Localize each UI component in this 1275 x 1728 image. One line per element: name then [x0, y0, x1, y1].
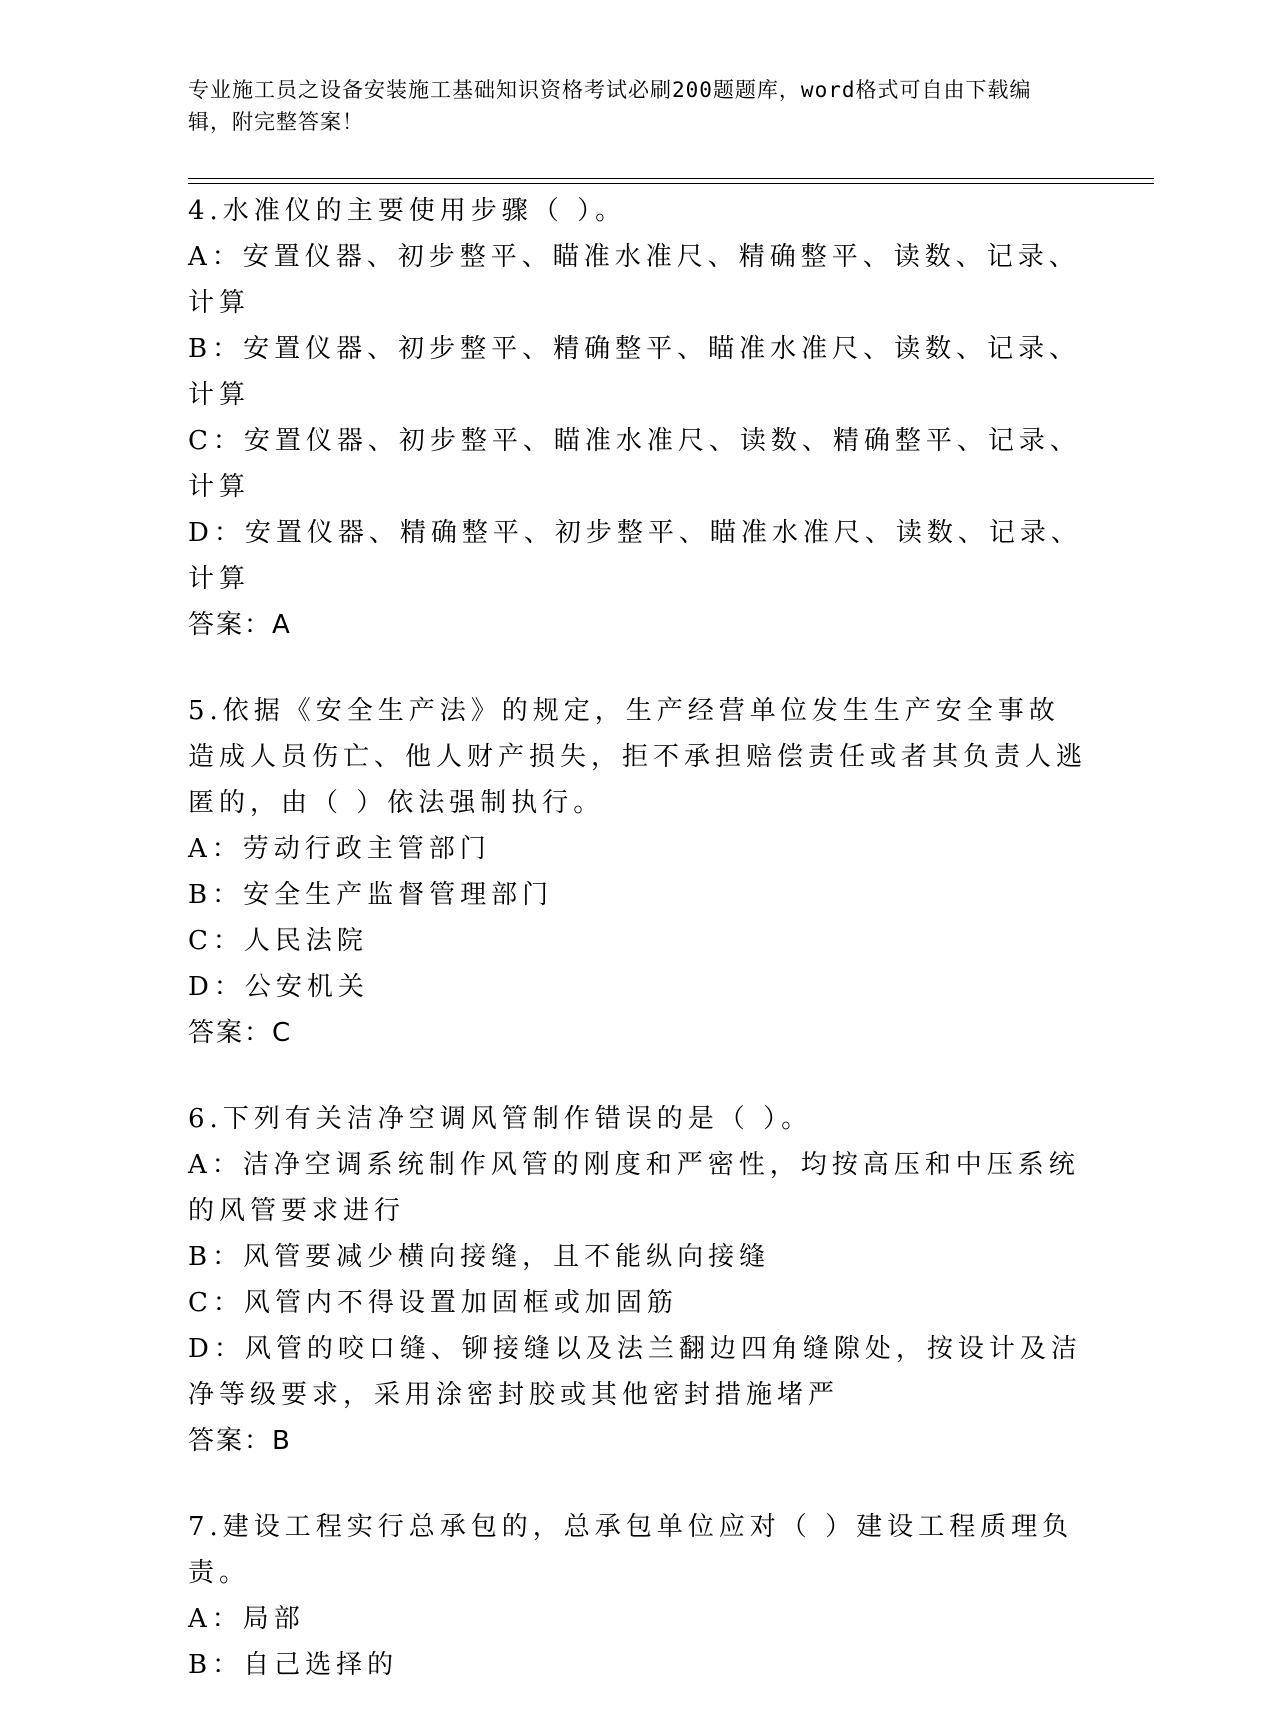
question-stem: 4.水准仪的主要使用步骤（ ）。 — [188, 196, 627, 226]
question-list — [188, 188, 1088, 1728]
option-a: A：局部 — [188, 1604, 305, 1634]
option-c: C：安置仪器、初步整平、瞄准水准尺、读数、精确整平、记录、计算 — [188, 426, 1081, 502]
header-divider-bottom — [188, 183, 1154, 184]
option-a: A：劳动行政主管部门 — [188, 834, 491, 864]
question-5 — [188, 688, 1088, 1056]
answer-line: 答案：B — [188, 1426, 292, 1456]
question-6 — [188, 1096, 1088, 1464]
question-stem: 5.依据《安全生产法》的规定，生产经营单位发生生产安全事故造成人员伤亡、他人财产损失，拒不承担赔偿责任或者其负责人逃匿的，由（ ）依法强制执行。 — [188, 696, 1088, 818]
option-d: D：安置仪器、精确整平、初步整平、瞄准水准尺、读数、记录、计算 — [188, 518, 1082, 594]
option-b: B：自己选择的 — [188, 1650, 399, 1680]
option-c: C：人民法院 — [188, 926, 368, 956]
option-d: D：风管的咬口缝、铆接缝以及法兰翻边四角缝隙处，按设计及洁净等级要求，采用涂密封胶或其他密封措施堵严 — [188, 1334, 1082, 1410]
question-stem: 7.建设工程实行总承包的，总承包单位应对（ ）建设工程质理负责。 — [188, 1512, 1074, 1588]
header-divider-top — [188, 178, 1154, 179]
answer-line: 答案：C — [188, 1018, 293, 1048]
option-a: A：洁净空调系统制作风管的刚度和严密性，均按高压和中压系统的风管要求进行 — [188, 1150, 1080, 1226]
option-d: D：公安机关 — [188, 972, 369, 1002]
option-c: C：风管内不得设置加固框或加固筋 — [188, 1288, 678, 1318]
question-4 — [188, 188, 1088, 648]
document-header: 专业施工员之设备安装施工基础知识资格考试必刷200题题库，word格式可自由下载编辑，附完整答案！ — [188, 78, 1032, 134]
question-7 — [188, 1504, 1088, 1688]
answer-line: 答案：A — [188, 610, 292, 640]
option-b: B：安置仪器、初步整平、精确整平、瞄准水准尺、读数、记录、计算 — [188, 334, 1081, 410]
option-a: A：安置仪器、初步整平、瞄准水准尺、精确整平、读数、记录、计算 — [188, 242, 1080, 318]
option-b: B：风管要减少横向接缝，且不能纵向接缝 — [188, 1242, 771, 1272]
option-b: B：安全生产监督管理部门 — [188, 880, 554, 910]
question-stem: 6.下列有关洁净空调风管制作错误的是（ ）。 — [188, 1104, 813, 1134]
